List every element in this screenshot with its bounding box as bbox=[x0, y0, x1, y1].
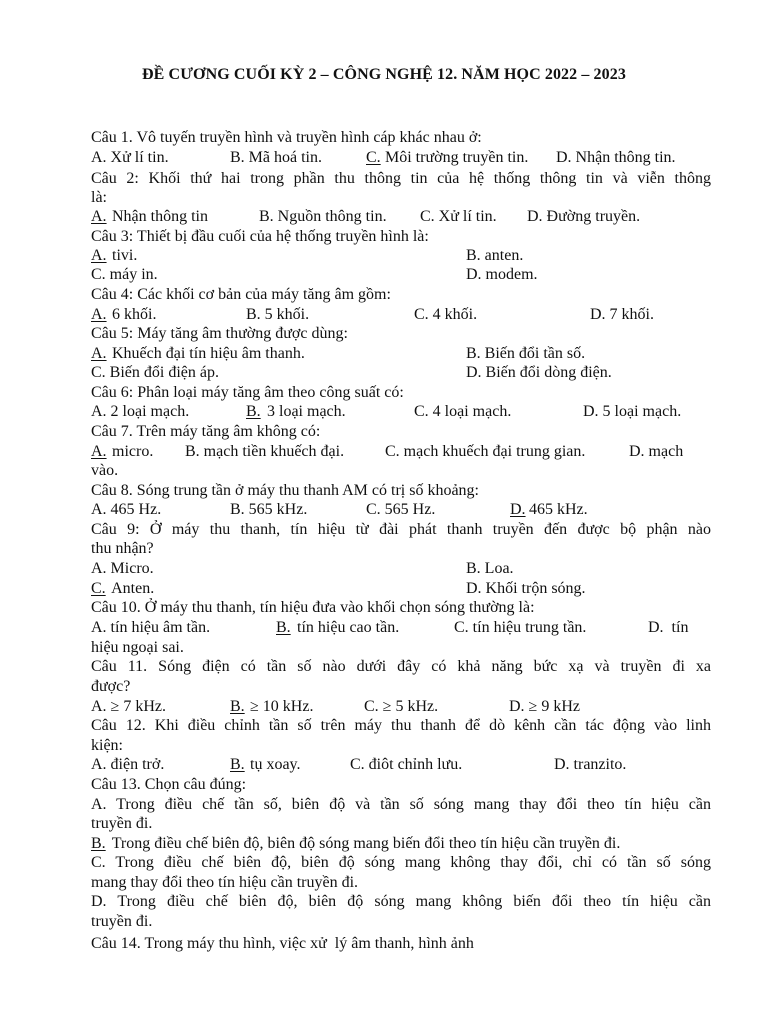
text-segment: là: bbox=[91, 189, 107, 206]
text-segment: Câu 13. Chọn câu đúng: bbox=[91, 776, 247, 793]
text-segment: D. 5 loại mạch. bbox=[583, 403, 682, 420]
answer-key-label: A. bbox=[91, 345, 107, 362]
text-segment: D. Trong điều chế biên độ, biên độ sóng mang không biến đổi theo tín hiệu cần bbox=[91, 893, 711, 910]
text-segment: Câu 11. Sóng điện có tần số nào dưới đây có khả năng bức xạ và truyền đi xa bbox=[91, 658, 711, 675]
text-segment: D. mạch bbox=[629, 443, 684, 460]
answer-key-label: B. bbox=[91, 835, 106, 852]
text-segment: ≥ 10 kHz. bbox=[246, 698, 314, 715]
text-segment: D. Khối trộn sóng. bbox=[466, 580, 586, 597]
text-segment: Anten. bbox=[108, 580, 155, 597]
text-segment: được? bbox=[91, 678, 131, 695]
text-segment: tụ xoay. bbox=[246, 756, 301, 773]
text-segment: B. Loa. bbox=[466, 560, 514, 577]
text-segment: B. mạch tiền khuếch đại. bbox=[185, 443, 345, 460]
text-segment: A. 2 loại mạch. bbox=[91, 403, 190, 420]
text-segment: D. Đường truyền. bbox=[527, 208, 641, 225]
answer-key-label: B. bbox=[276, 619, 291, 636]
text-segment: truyền đi. bbox=[91, 815, 153, 832]
text-segment: Câu 6: Phân loại máy tăng âm theo công suất có: bbox=[91, 384, 404, 401]
text-segment: B. 5 khối. bbox=[246, 306, 310, 323]
text-segment: tivi. bbox=[108, 247, 138, 264]
text-segment: mang thay đổi theo tín hiệu cần truyền đi. bbox=[91, 874, 359, 891]
text-segment: kiện: bbox=[91, 737, 123, 754]
text-line bbox=[91, 795, 711, 814]
text-segment: tín hiệu cao tần. bbox=[293, 619, 400, 636]
text-line bbox=[91, 716, 711, 735]
answer-key-label: A. bbox=[91, 443, 107, 460]
text-segment: Câu 14. Trong máy thu hình, việc xử lý âm thanh, hình ảnh bbox=[91, 935, 474, 952]
text-segment: C. ≥ 5 kHz. bbox=[364, 698, 439, 715]
text-segment: C. Xử lí tin. bbox=[420, 208, 497, 225]
answer-key-label: B. bbox=[230, 698, 245, 715]
text-segment: micro. bbox=[108, 443, 154, 460]
text-line bbox=[91, 892, 711, 911]
text-segment: C. 565 Hz. bbox=[366, 501, 436, 518]
text-segment: D. 7 khối. bbox=[590, 306, 654, 323]
text-segment: B. anten. bbox=[466, 247, 524, 264]
text-segment: hiệu ngoại sai. bbox=[91, 639, 184, 656]
text-segment: B. Biến đổi tần số. bbox=[466, 345, 586, 362]
text-segment: Câu 7. Trên máy tăng âm không có: bbox=[91, 423, 321, 440]
text-segment: A. Micro. bbox=[91, 560, 154, 577]
text-line bbox=[91, 657, 711, 676]
text-segment: C. 4 khối. bbox=[414, 306, 478, 323]
text-segment: D. Biến đổi dòng điện. bbox=[466, 364, 612, 381]
text-segment: truyền đi. bbox=[91, 913, 153, 930]
text-segment: B. 565 kHz. bbox=[230, 501, 308, 518]
text-segment: Câu 10. Ở máy thu thanh, tín hiệu đưa vào khối chọn sóng thường là: bbox=[91, 599, 535, 616]
text-line bbox=[91, 520, 711, 539]
text-segment: C. Trong điều chế biên độ, biên độ sóng mang không thay đổi, chỉ có tần số sóng bbox=[91, 854, 711, 871]
text-segment: Nhận thông tin bbox=[108, 208, 208, 225]
answer-key-label: A. bbox=[91, 306, 107, 323]
text-segment: Câu 5: Máy tăng âm thường được dùng: bbox=[91, 325, 348, 342]
text-segment: Khuếch đại tín hiệu âm thanh. bbox=[108, 345, 305, 362]
answer-key-label: B. bbox=[230, 756, 245, 773]
text-segment: thu nhận? bbox=[91, 540, 154, 557]
answer-key-label: B. bbox=[246, 403, 261, 420]
text-segment: D. modem. bbox=[466, 266, 538, 283]
text-segment: Môi trường truyền tin. bbox=[381, 149, 529, 166]
text-segment: Câu 1. Vô tuyến truyền hình và truyền hình cáp khác nhau ở: bbox=[91, 129, 482, 146]
text-segment: A. ≥ 7 kHz. bbox=[91, 698, 166, 715]
text-segment: 3 loại mạch. bbox=[263, 403, 346, 420]
text-segment: C. máy in. bbox=[91, 266, 158, 283]
text-segment: A. Xử lí tin. bbox=[91, 149, 169, 166]
text-segment: A. điện trở. bbox=[91, 756, 165, 773]
text-segment: D. Nhận thông tin. bbox=[556, 149, 676, 166]
text-segment: C. mạch khuếch đại trung gian. bbox=[385, 443, 586, 460]
text-line bbox=[91, 853, 711, 872]
answer-key-label: C. bbox=[366, 149, 381, 166]
answer-key-label: A. bbox=[91, 208, 107, 225]
text-segment: C. 4 loại mạch. bbox=[414, 403, 512, 420]
text-segment: A. Trong điều chế tần số, biên độ và tần số sóng mang thay đổi theo tín hiệu cần bbox=[91, 796, 711, 813]
text-segment: D. tín bbox=[648, 619, 689, 636]
document-title: ĐỀ CƯƠNG CUỐI KỲ 2 – CÔNG NGHỆ 12. NĂM HỌC 2022 – 2023 bbox=[142, 66, 626, 83]
text-segment: Câu 12. Khi điều chỉnh tần số trên máy thu thanh để dò kênh cần tác động vào linh bbox=[91, 717, 711, 734]
text-segment: D. ≥ 9 kHz bbox=[509, 698, 580, 715]
text-segment: Câu 2: Khối thứ hai trong phần thu thông tin của hệ thống thông tin và viễn thông bbox=[91, 170, 711, 187]
text-line bbox=[91, 169, 711, 188]
text-segment: Trong điều chế biên độ, biên độ sóng mang biến đổi theo tín hiệu cần truyền đi. bbox=[108, 835, 621, 852]
text-segment: vào. bbox=[91, 462, 119, 479]
text-segment: C. tín hiệu trung tần. bbox=[454, 619, 587, 636]
answer-key-label: A. bbox=[91, 247, 107, 264]
text-segment: 6 khối. bbox=[108, 306, 157, 323]
text-segment: B. Mã hoá tin. bbox=[230, 149, 322, 166]
text-segment: 465 kHz. bbox=[525, 501, 588, 518]
text-segment: C. điôt chỉnh lưu. bbox=[350, 756, 463, 773]
text-segment: C. Biến đổi điện áp. bbox=[91, 364, 219, 381]
text-segment: B. Nguồn thông tin. bbox=[259, 208, 387, 225]
text-segment: Câu 9: Ở máy thu thanh, tín hiệu từ đài phát thanh truyền đến được bộ phận nào bbox=[91, 521, 711, 538]
answer-key-label: D. bbox=[510, 501, 526, 518]
answer-key-label: C. bbox=[91, 580, 106, 597]
text-segment: Câu 8. Sóng trung tần ở máy thu thanh AM có trị số khoảng: bbox=[91, 482, 479, 499]
text-segment: D. tranzito. bbox=[554, 756, 627, 773]
text-segment: Câu 4: Các khối cơ bản của máy tăng âm gồm: bbox=[91, 286, 391, 303]
text-segment: A. tín hiệu âm tần. bbox=[91, 619, 211, 636]
text-segment: A. 465 Hz. bbox=[91, 501, 162, 518]
text-segment: Câu 3: Thiết bị đầu cuối của hệ thống truyền hình là: bbox=[91, 228, 429, 245]
